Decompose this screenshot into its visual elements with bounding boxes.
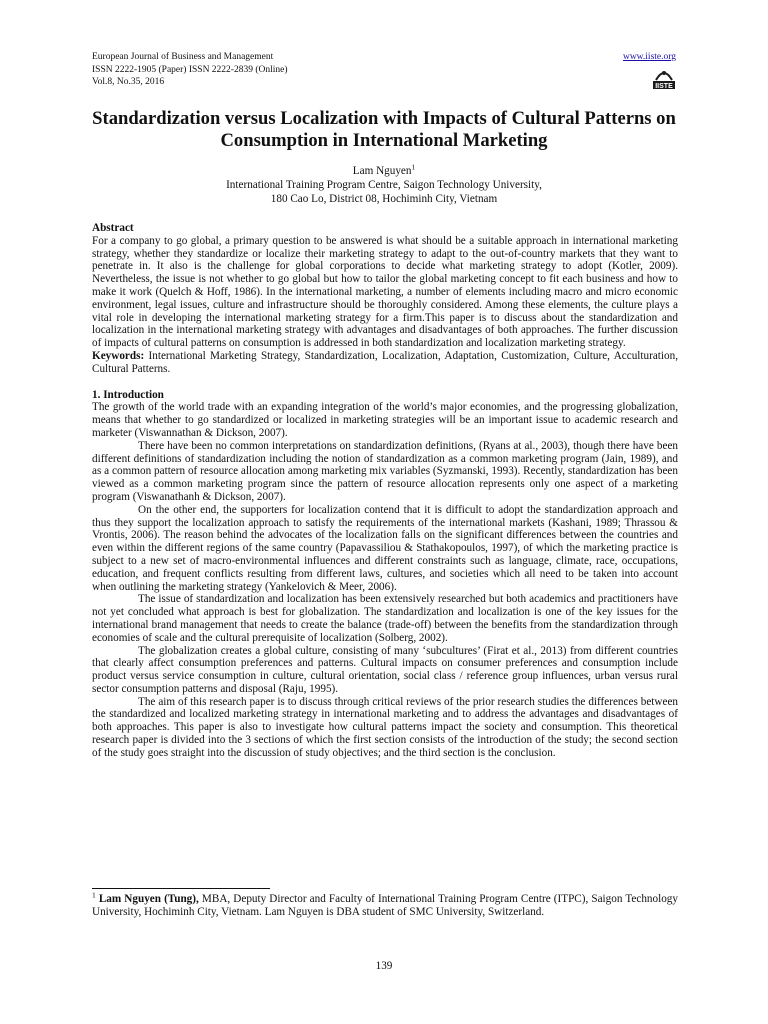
- author-block: [92, 164, 676, 206]
- author-footnote-mark: 1: [411, 162, 416, 172]
- intro-paragraph-4: The issue of standardization and localization has been extensively researched but both academics and practitioners have not yet concluded what approach is best for globalization. The standardization and localization is one of the key issues for the international brand management that needs to create the balance (trade-off) between the benefits from the standardization through economies of scale and the cultural prerequisite of localization (Solberg, 2002).: [92, 593, 678, 644]
- intro-paragraph-3: On the other end, the supporters for localization contend that it is difficult to adopt the standardization approach and thus they support the localization approach to satisfy the requirements of the international markets (Kashani, 1989; Thrassou & Vrontis, 2006). The reason behind the advocates of the localization falls on the significant differences between the countries and even within the different regions of the same country (Papavassiliou & Stathakopoulos, 1997), of which the marketing practice is subject to a new set of macro-environmental influences and different constraints such as language, climate, race, occupations, education, and frequent conflicts resulting from different laws, cultures, and societies which all need to be taken into account when outlining the marketing strategy (Yankelovich & Meer, 2006).: [92, 503, 678, 593]
- keywords-label: Keywords:: [92, 349, 145, 362]
- paper-title: Standardization versus Localization with Impacts of Cultural Patterns on Consumption in International Marketing: [92, 108, 676, 151]
- footnote: [92, 890, 678, 919]
- intro-paragraph-1: The growth of the world trade with an expanding integration of the world’s major economies, and the progressing globalization, means that whether to go standardized or localized in marketing strategies will be an important issue to academic research and marketer (Viswannathan & Dickson, 2007).: [92, 401, 678, 439]
- footnote-author-name: Lam Nguyen (Tung),: [95, 893, 199, 905]
- introduction-heading: 1. Introduction: [92, 388, 164, 401]
- intro-paragraph-2: There have been no common interpretations on standardization definitions, (Ryans at al., 2003), though there have been different definitions of standardization including the notion of standardization as a common marketing program (Jain, 1989), and as a common pattern of resource allocation among marketing mix variables (Syzmanski, 1993). Recently, standardization has been viewed as a common marketing program since the pattern of resource allocation represents only one aspect of a marketing program (Viswanathanh & Dickson, 2007).: [92, 439, 678, 503]
- author-name: Lam Nguyen: [352, 165, 412, 177]
- keywords-text: International Marketing Strategy, Standardization, Localization, Adaptation, Customization, Culture, Acculturation, Cultural Patterns.: [92, 349, 678, 375]
- page-number: 139: [375, 960, 393, 972]
- journal-header: [92, 51, 676, 89]
- journal-url-link[interactable]: www.iiste.org: [622, 52, 676, 62]
- footnote-text: MBA, Deputy Director and Faculty of International Training Program Centre (ITPC), Saigon Technology University, Hochiminh City, Vietnam. Lam Nguyen is DBA student of SMC University, Switzerland.: [92, 893, 678, 918]
- journal-volume: Vol.8, No.35, 2016: [92, 77, 165, 87]
- keywords: [92, 350, 678, 376]
- footnote-mark: 1: [92, 890, 96, 900]
- author-affiliation-2: 180 Cao Lo, District 08, Hochiminh City, Vietnam: [270, 193, 498, 205]
- journal-issn: ISSN 2222-1905 (Paper) ISSN 2222-2839 (Online): [92, 64, 288, 75]
- iiste-logo: [652, 66, 676, 90]
- author-affiliation-1: International Training Program Centre, Saigon Technology University,: [226, 179, 542, 191]
- paper-body: [92, 222, 678, 760]
- journal-name: European Journal of Business and Management: [92, 52, 274, 62]
- intro-paragraph-6: The aim of this research paper is to discuss through critical reviews of the prior research studies the differences between the standardized and localized marketing strategy in international marketing and to address the advantages and disadvantages of both approaches. This paper is also to investigate how cultural patterns impact the society and consumption. This theoretical research paper is divided into the 3 sections of which the first section consists of the introduction of the study; the second section of the study goes straight into the discussion of study objectives; and the third section is the conclusion.: [92, 695, 678, 759]
- abstract-text: For a company to go global, a primary question to be answered is what should be a suitable approach in international marketing strategy, whether they standardize or localize their marketing strategy to adapt to the out-of-country markets that they want to penetrate in. It also is the challenge for global corporations to decide what marketing strategy to adopt (Kotler, 2009). Nevertheless, the issue is not whether to go global but how to tailor the global marketing concept to fit each business and how to make it work (Quelch & Hoff, 1986). In the international marketing, a number of elements including macro and micro economic environment, legal issues, culture and infrastructure should be thoroughly considered. Among these elements, the culture plays a vital role in developing the international marketing strategy for a firm.This paper is to discuss about the standardization and localization in the international marketing strategy with advantages and disadvantages of both approaches. The further discussion of impacts of cultural patterns on consumption is addressed in both standardization and localization marketing strategy.: [92, 234, 678, 350]
- footnote-divider: [92, 888, 270, 889]
- intro-paragraph-5: The globalization creates a global culture, consisting of many ‘subcultures’ (Firat et al., 2013) from different countries that clearly affect consumption preferences and patterns. Cultural impacts on consumer preferences and consumption include product versus service consumption in culture, cultural orientation, social class / reference group influences, urban versus rural sector consumption patterns and disposal (Raju, 1995).: [92, 644, 678, 695]
- logo-text: IISTE: [655, 83, 673, 90]
- abstract-heading: Abstract: [92, 222, 134, 234]
